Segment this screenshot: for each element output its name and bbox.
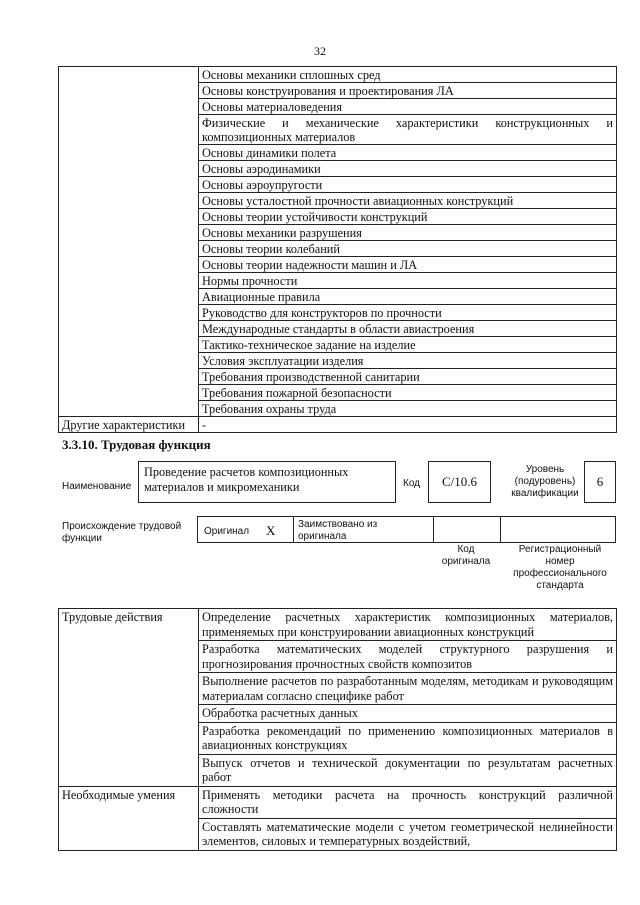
knowledge-row (59, 67, 617, 83)
section-title: 3.3.10. Трудовая функция (62, 437, 211, 452)
knowledge-table (58, 66, 617, 433)
level-value-box (584, 461, 616, 503)
knowledge-item: Основы динамики полета (199, 145, 617, 161)
knowledge-item: Физические и механические характеристики конструкционных и композиционных материалов (199, 115, 617, 145)
knowledge-item: Руководство для конструкторов по прочности (199, 305, 617, 321)
skill-item-row (59, 786, 617, 818)
knowledge-item: Основы механики сплошных сред (199, 67, 617, 83)
origin-label: Происхождение трудовой функции (62, 521, 182, 544)
code-value-box (428, 461, 491, 503)
function-name-box (138, 461, 396, 503)
labor-action-row (59, 609, 617, 641)
knowledge-item: Требования охраны труда (199, 401, 617, 417)
skills-label: Необходимые умения (59, 786, 199, 850)
actions-skills-table (58, 608, 617, 851)
knowledge-item: Нормы прочности (199, 273, 617, 289)
knowledge-item: Основы аэроупругости (199, 177, 617, 193)
registration-number-label: Регистрационный номер профессионального стандарта (513, 544, 607, 591)
knowledge-item: Основы теории колебаний (199, 241, 617, 257)
labor-action: Разработка математических моделей структурного разрушения и прогнозирования прочностных свойств композитов (199, 641, 617, 673)
knowledge-item: Требования производственной санитарии (199, 369, 617, 385)
knowledge-item: Авиационные правила (199, 289, 617, 305)
labor-action: Разработка рекомендаций по применению композиционных материалов в авиационных конструкциях (199, 722, 617, 754)
actions-label: Трудовые действия (59, 609, 199, 787)
level-value: 6 (596, 474, 604, 489)
code-label: Код (403, 478, 421, 489)
other-row (59, 417, 617, 433)
knowledge-item: Международные стандарты в области авиастроения (199, 321, 617, 337)
knowledge-item: Основы усталостной прочности авиационных конструкций (199, 193, 617, 209)
level-label: Уровень (подуровень) квалификации (511, 464, 579, 499)
knowledge-item: Требования пожарной безопасности (199, 385, 617, 401)
original-label: Оригинал (204, 526, 250, 537)
knowledge-item: Основы теории надежности машин и ЛА (199, 257, 617, 273)
labor-action: Выпуск отчетов и технической документации по результатам расчетных работ (199, 754, 617, 786)
labor-action: Определение расчетных характеристик композиционных материалов, применяемых при конструировании авиационных конструкций (199, 609, 617, 641)
skill-item: Применять методики расчета на прочность конструкций различной сложности (199, 786, 617, 818)
labor-action: Выполнение расчетов по разработанным моделям, методикам и руководящим материалам согласно специфике работ (199, 673, 617, 705)
original-mark: X (266, 523, 276, 538)
other-label: Другие характеристики (59, 417, 199, 433)
code-original-label: Код оригинала (441, 544, 491, 567)
code-value: C/10.6 (441, 474, 478, 489)
knowledge-item: Условия эксплуатации изделия (199, 353, 617, 369)
knowledge-item: Основы конструирования и проектирования ЛА (199, 83, 617, 99)
other-value: - (199, 417, 617, 433)
labor-action: Обработка расчетных данных (199, 705, 617, 723)
name-label: Наименование (62, 481, 132, 492)
knowledge-item: Основы механики разрушения (199, 225, 617, 241)
knowledge-label-cell (59, 67, 199, 417)
knowledge-item: Основы теории устойчивости конструкций (199, 209, 617, 225)
knowledge-item: Основы материаловедения (199, 99, 617, 115)
knowledge-item: Тактико-техническое задание на изделие (199, 337, 617, 353)
page-number: 32 (314, 44, 326, 58)
borrowed-label: Заимствовано из оригинала (298, 519, 378, 542)
function-name-value: Проведение расчетов композиционных материалов и микромеханики (144, 465, 349, 494)
knowledge-item: Основы аэродинамики (199, 161, 617, 177)
skill-item: Составлять математические модели с учетом геометрической нелинейности элементов, силовых и температурных воздействий, (199, 818, 617, 850)
